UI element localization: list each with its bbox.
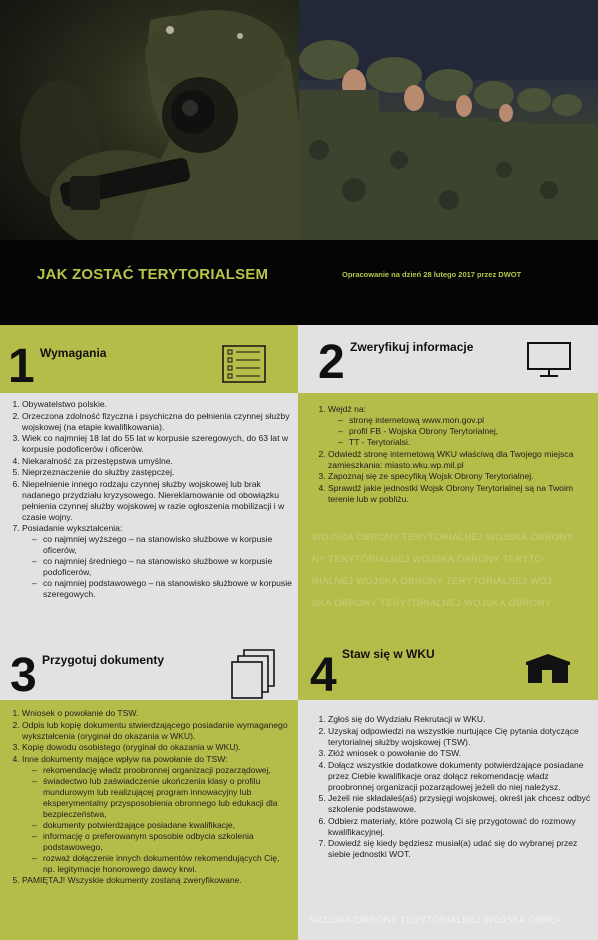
wku-list (312, 714, 594, 861)
list-item: 2. Odwiedź stronę internetową WKU właściwą dla Twojego miejsca zamieszkania: miasto.wku.wp.mil.pl (328, 449, 594, 471)
section-number: 2 (318, 336, 345, 389)
documents-icon (230, 648, 276, 705)
section-header (298, 632, 598, 700)
watermark: WOJSKA OBRONY TERYTORIALNEJ WOJSKA OBRO- (310, 915, 561, 926)
watermark-line: WOJSKA OBRONY TERYTORIALNEJ WOJSKA OBRONY (312, 532, 574, 543)
section-header (0, 325, 298, 393)
section-header (0, 632, 298, 700)
section-requirements (0, 325, 298, 632)
section-title: Zweryfikuj informacje (350, 340, 474, 354)
section-verify-info (298, 325, 598, 632)
list-item (22, 754, 292, 875)
list-item (328, 404, 594, 448)
sub-item: – dokumenty potwierdzające posiadane kwalifikacje, (32, 820, 292, 831)
watermark-line: NY TERYTORIALNEJ WOJSKA OBRONY TERYTO- (312, 554, 546, 565)
verify-list (312, 404, 594, 505)
sub-item: – TT - Terytorialsi. (338, 437, 594, 448)
list-item: 4. Sprawdź jakie jednostki Wojsk Obrony Terytorialnej są na Twoim terenie lub w pobliżu. (328, 483, 594, 505)
list-item: 1. Obywatelstwo polskie. (22, 399, 292, 410)
section-number: 4 (310, 649, 337, 702)
sub-item: – rozważ dołączenie innych dokumentów rekomendujących Cię, np. legitymacje honorowego dawcy krwi. (32, 853, 292, 875)
list-item: 1. Wniosek o powołanie do TSW. (22, 708, 292, 719)
page-title: JAK ZOSTAĆ TERYTORIALSEM (37, 266, 269, 283)
watermark-line: SKA OBRONY TERYTORIALNEJ WOJSKA OBRONY (312, 598, 552, 609)
list-item: 3. Zapoznaj się ze specyfiką Wojsk Obrony Terytorialnej. (328, 471, 594, 482)
soldiers-in-line-photo (299, 0, 598, 240)
sub-item: – rekomendację władz proobronnej organizacji pozarządowej, (32, 765, 292, 776)
list-item-text: Wejdź na: (328, 404, 367, 414)
sub-item: – świadectwo lub zaświadczenie ukończenia klasy o profilu mundurowym lub realizującej program innowacyjny lub eksperymentalny przysposobienia obronnego lub edukacji dla bezpieczeństwa, (32, 776, 292, 820)
section-title: Przygotuj dokumenty (42, 653, 165, 667)
list-item: 5. Jeżeli nie składałeś(aś) przysięgi wojskowej, określ jak chcesz odbyć szkolenie podstawowe. (328, 793, 594, 815)
sub-item: – co najmniej wyższego – na stanowisko służbowe w korpusie oficerów, (32, 534, 292, 556)
list-item-text: Posiadanie wykształcenia: (22, 523, 123, 533)
sub-item: – co najmniej podstawowego – na stanowisko służbowe w korpusie szeregowych. (32, 578, 292, 600)
list-item: 5. Nieprzeznaczenie do służby zastępczej. (22, 467, 292, 478)
page-subtitle: Opracowanie na dzień 28 lutego 2017 przez DWOT (342, 270, 522, 279)
section-number: 3 (10, 649, 37, 702)
monitor-icon (526, 341, 572, 384)
watermark (312, 527, 573, 615)
hero-photos (0, 0, 598, 240)
requirements-list (6, 399, 292, 601)
list-item: 4. Niekaralność za przestępstwa umyślne. (22, 456, 292, 467)
sub-item: – profil FB - Wojska Obrony Terytorialnej, (338, 426, 594, 437)
list-item: 3. Złóż wniosek o powołanie do TSW. (328, 748, 594, 759)
sub-item: – informację o preferowanym sposobie odbycia szkolenia podstawowego, (32, 831, 292, 853)
list-item-text: Inne dokumenty mające wpływ na powołanie do TSW: (22, 753, 228, 764)
list-item: 3. Kopię dowodu osobistego (oryginał do okazania w WKU). (22, 742, 292, 753)
sub-item: – stronę internetową www.mon.gov.pl (338, 415, 594, 426)
section-title: Staw się w WKU (342, 647, 435, 661)
list-item: 5. PAMIĘTAJ! Wszyskie dokumenty zostaną zweryfikowane. (22, 875, 292, 886)
list-item: 6. Niepełnienie innego rodzaju czynnej służby wojskowej lub brak nadanego przydziału kryzysowego. Niereklamowanie od obowiązku pełnienia czynnej służby wojskowej w razie ogłoszenia mobilizacji i w czasie wojny. (22, 479, 292, 523)
section-title: Wymagania (40, 346, 107, 360)
section-report-to-wku (298, 632, 598, 940)
sub-item: – co najmniej średniego – na stanowisko służbowe w korpusie podoficerów, (32, 556, 292, 578)
list-item: 1. Zgłoś się do Wydziału Rekrutacji w WKU. (328, 714, 594, 725)
section-header (298, 325, 598, 393)
list-item: 7. Dowiedź się kiedy będziesz musiał(a) udać się do wybranej przez siebie jednostki WOT. (328, 838, 594, 860)
soldier-gas-mask-photo (0, 0, 299, 240)
checklist-icon (222, 345, 266, 388)
watermark-line: RIALNEJ WOJSKA OBRONY TERYTORIALNEJ WOJ- (312, 576, 556, 587)
list-item: 2. Odpis lub kopię dokumentu stwierdzającego posiadanie wymaganego wykształcenia (oryginał do okazania w WKU). (22, 720, 292, 742)
list-item: 4. Dołącz wszystkie dodatkowe dokumenty potwierdzające posiadane przez Ciebie kwalifikacje oraz dołącz rekomendację władz proobronnej organizacji pozarządowej jeżeli do niej należysz. (328, 760, 594, 793)
list-item: 2. Uzyskaj odpowiedzi na wszystkie nurtujące Cię pytania dotyczące terytorialnej służby wojskowej (TSW). (328, 726, 594, 748)
building-icon (524, 652, 572, 689)
list-item (22, 523, 292, 600)
section-prepare-documents (0, 632, 298, 940)
section-number: 1 (8, 340, 35, 393)
documents-list (6, 708, 292, 887)
list-item: 2. Orzeczona zdolność fizyczna i psychiczna do pełnienia czynnej służby wojskowej (na etapie kwalifikowania). (22, 411, 292, 433)
list-item: 6. Odbierz materiały, które pozwolą Ci się przygotować do rozmowy kwalifikacyjnej. (328, 816, 594, 838)
list-item: 3. Wiek co najmniej 18 lat do 55 lat w korpusie szeregowych, do 63 lat w korpusie podoficerów i oficerów. (22, 433, 292, 455)
